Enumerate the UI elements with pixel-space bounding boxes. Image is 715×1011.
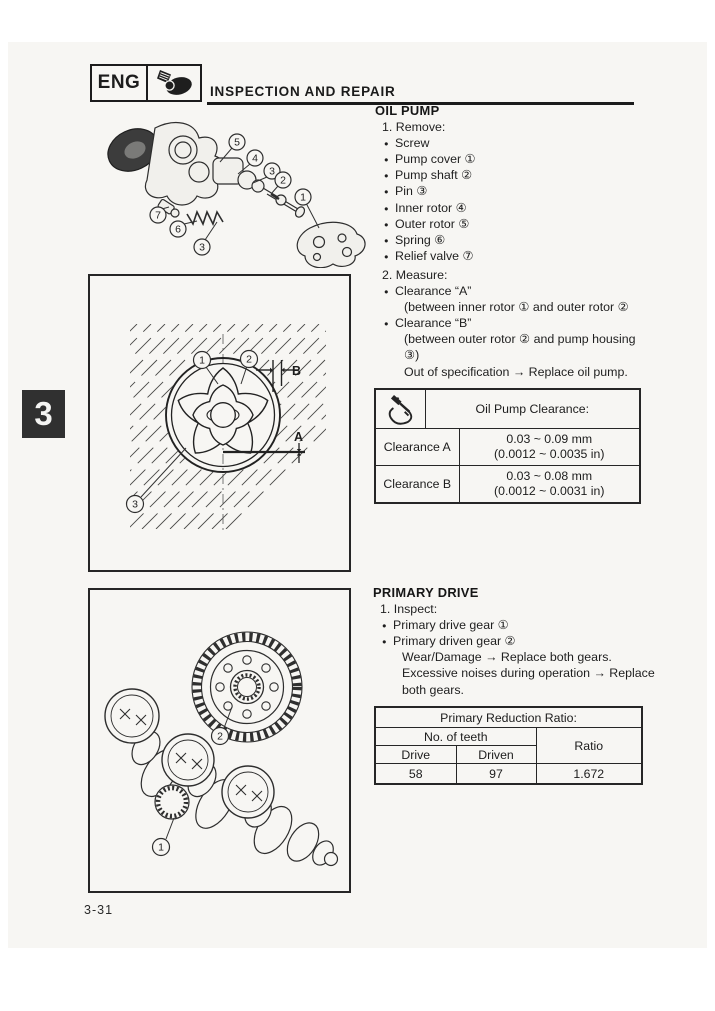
table-title-row [375, 707, 642, 728]
callout-4 [247, 150, 263, 166]
chapter-tab: 3 [22, 390, 65, 438]
ratio-table-title: Primary Reduction Ratio: [375, 707, 642, 728]
oil-pump-clearance-table [374, 388, 641, 504]
measure-item-a: ● Clearance “A” [375, 283, 665, 299]
svg-text:6: 6 [175, 223, 181, 236]
remove-item: ● Spring ⑥ [375, 232, 665, 248]
callout-2 [275, 172, 291, 188]
svg-text:3: 3 [199, 241, 205, 254]
remove-step-label: 1. Remove: [382, 120, 446, 135]
table-row [375, 466, 640, 504]
rotor-clearance-figure [88, 274, 351, 572]
table-values-row [375, 764, 642, 785]
oil-pump-outcome: Out of specification → Replace oil pump. [404, 364, 628, 379]
svg-text:1: 1 [199, 354, 205, 367]
eng-label: ENG [92, 66, 148, 100]
remove-item: ● Screw [375, 135, 665, 151]
crank-callout-2 [212, 728, 229, 745]
drive-column-header: Drive [375, 746, 456, 764]
table-header-row [375, 389, 640, 429]
clearance-b-in: (0.0012 ~ 0.0031 in) [494, 484, 605, 498]
svg-text:5: 5 [234, 136, 240, 149]
crank-callout-1 [153, 839, 170, 856]
remove-item: ● Relief valve ⑦ [375, 248, 665, 264]
rotor-callout-2 [241, 351, 258, 368]
primary-drive-note: Wear/Damage → Replace both gears. [402, 650, 612, 665]
dim-label-a: A [294, 430, 304, 444]
clearance-table-title: Oil Pump Clearance: [425, 389, 640, 429]
primary-drive-note: Excessive noises during operation → Replace both gears. [402, 666, 655, 697]
svg-text:2: 2 [246, 353, 252, 366]
primary-drive-figure [88, 588, 351, 893]
cylinder-icon [148, 66, 200, 100]
page-title: INSPECTION AND REPAIR [210, 84, 396, 99]
dim-label-b: B [292, 364, 302, 378]
callout-1 [295, 189, 311, 205]
driven-teeth-value: 97 [456, 764, 536, 785]
primary-drive-section [373, 585, 663, 698]
table-row [375, 429, 640, 466]
measure-note-a: (between inner rotor ① and outer rotor ② [404, 300, 629, 315]
driven-column-header: Driven [456, 746, 536, 764]
callout-7 [150, 207, 166, 223]
page-number: 3-31 [84, 903, 114, 917]
svg-text:3: 3 [269, 165, 275, 178]
callout-5 [229, 134, 245, 150]
ratio-value: 1.672 [536, 764, 642, 785]
svg-text:4: 4 [252, 152, 258, 165]
measure-note-b: (between outer rotor ② and pump housing ③) [404, 332, 636, 363]
eng-header-box [90, 64, 202, 102]
svg-text:2: 2 [217, 730, 223, 743]
drive-teeth-value: 58 [375, 764, 456, 785]
remove-item: ● Pump cover ① [375, 151, 665, 167]
inspect-item: ● Primary drive gear ① [373, 617, 663, 633]
svg-text:7: 7 [155, 209, 161, 222]
micrometer-icon [375, 389, 425, 429]
callout-6 [170, 221, 186, 237]
oil-pump-section [375, 103, 665, 380]
callout-3b [194, 239, 210, 255]
oil-pump-exploded-diagram [95, 110, 375, 268]
inspect-step-label: 1. Inspect: [380, 602, 438, 617]
remove-item: ● Pin ③ [375, 183, 665, 199]
clearance-a-mm: 0.03 ~ 0.09 mm [506, 432, 593, 446]
svg-text:2: 2 [280, 174, 286, 187]
svg-text:1: 1 [158, 841, 164, 854]
svg-text:3: 3 [132, 498, 138, 511]
primary-driven-gear-drawing [192, 632, 302, 742]
remove-item: ● Outer rotor ⑤ [375, 216, 665, 232]
inspect-item: ● Primary driven gear ② [373, 633, 663, 649]
svg-text:1: 1 [300, 191, 306, 204]
clearance-b-mm: 0.03 ~ 0.08 mm [506, 469, 593, 483]
remove-item: ● Inner rotor ④ [375, 200, 665, 216]
clearance-a-in: (0.0012 ~ 0.0035 in) [494, 447, 605, 461]
rotor-callout-1 [194, 352, 211, 369]
remove-item: ● Pump shaft ② [375, 167, 665, 183]
table-header-row [375, 728, 642, 746]
primary-reduction-ratio-table [374, 706, 643, 785]
teeth-header: No. of teeth [375, 728, 536, 746]
clearance-a-label: Clearance A [375, 429, 459, 466]
oil-pump-title: OIL PUMP [375, 103, 440, 118]
measure-step-label: 2. Measure: [382, 267, 448, 282]
primary-drive-title: PRIMARY DRIVE [373, 585, 479, 600]
rotor-callout-3 [127, 496, 144, 513]
measure-item-b: ● Clearance “B” [375, 315, 665, 331]
clearance-b-label: Clearance B [375, 466, 459, 504]
ratio-header: Ratio [536, 728, 642, 764]
